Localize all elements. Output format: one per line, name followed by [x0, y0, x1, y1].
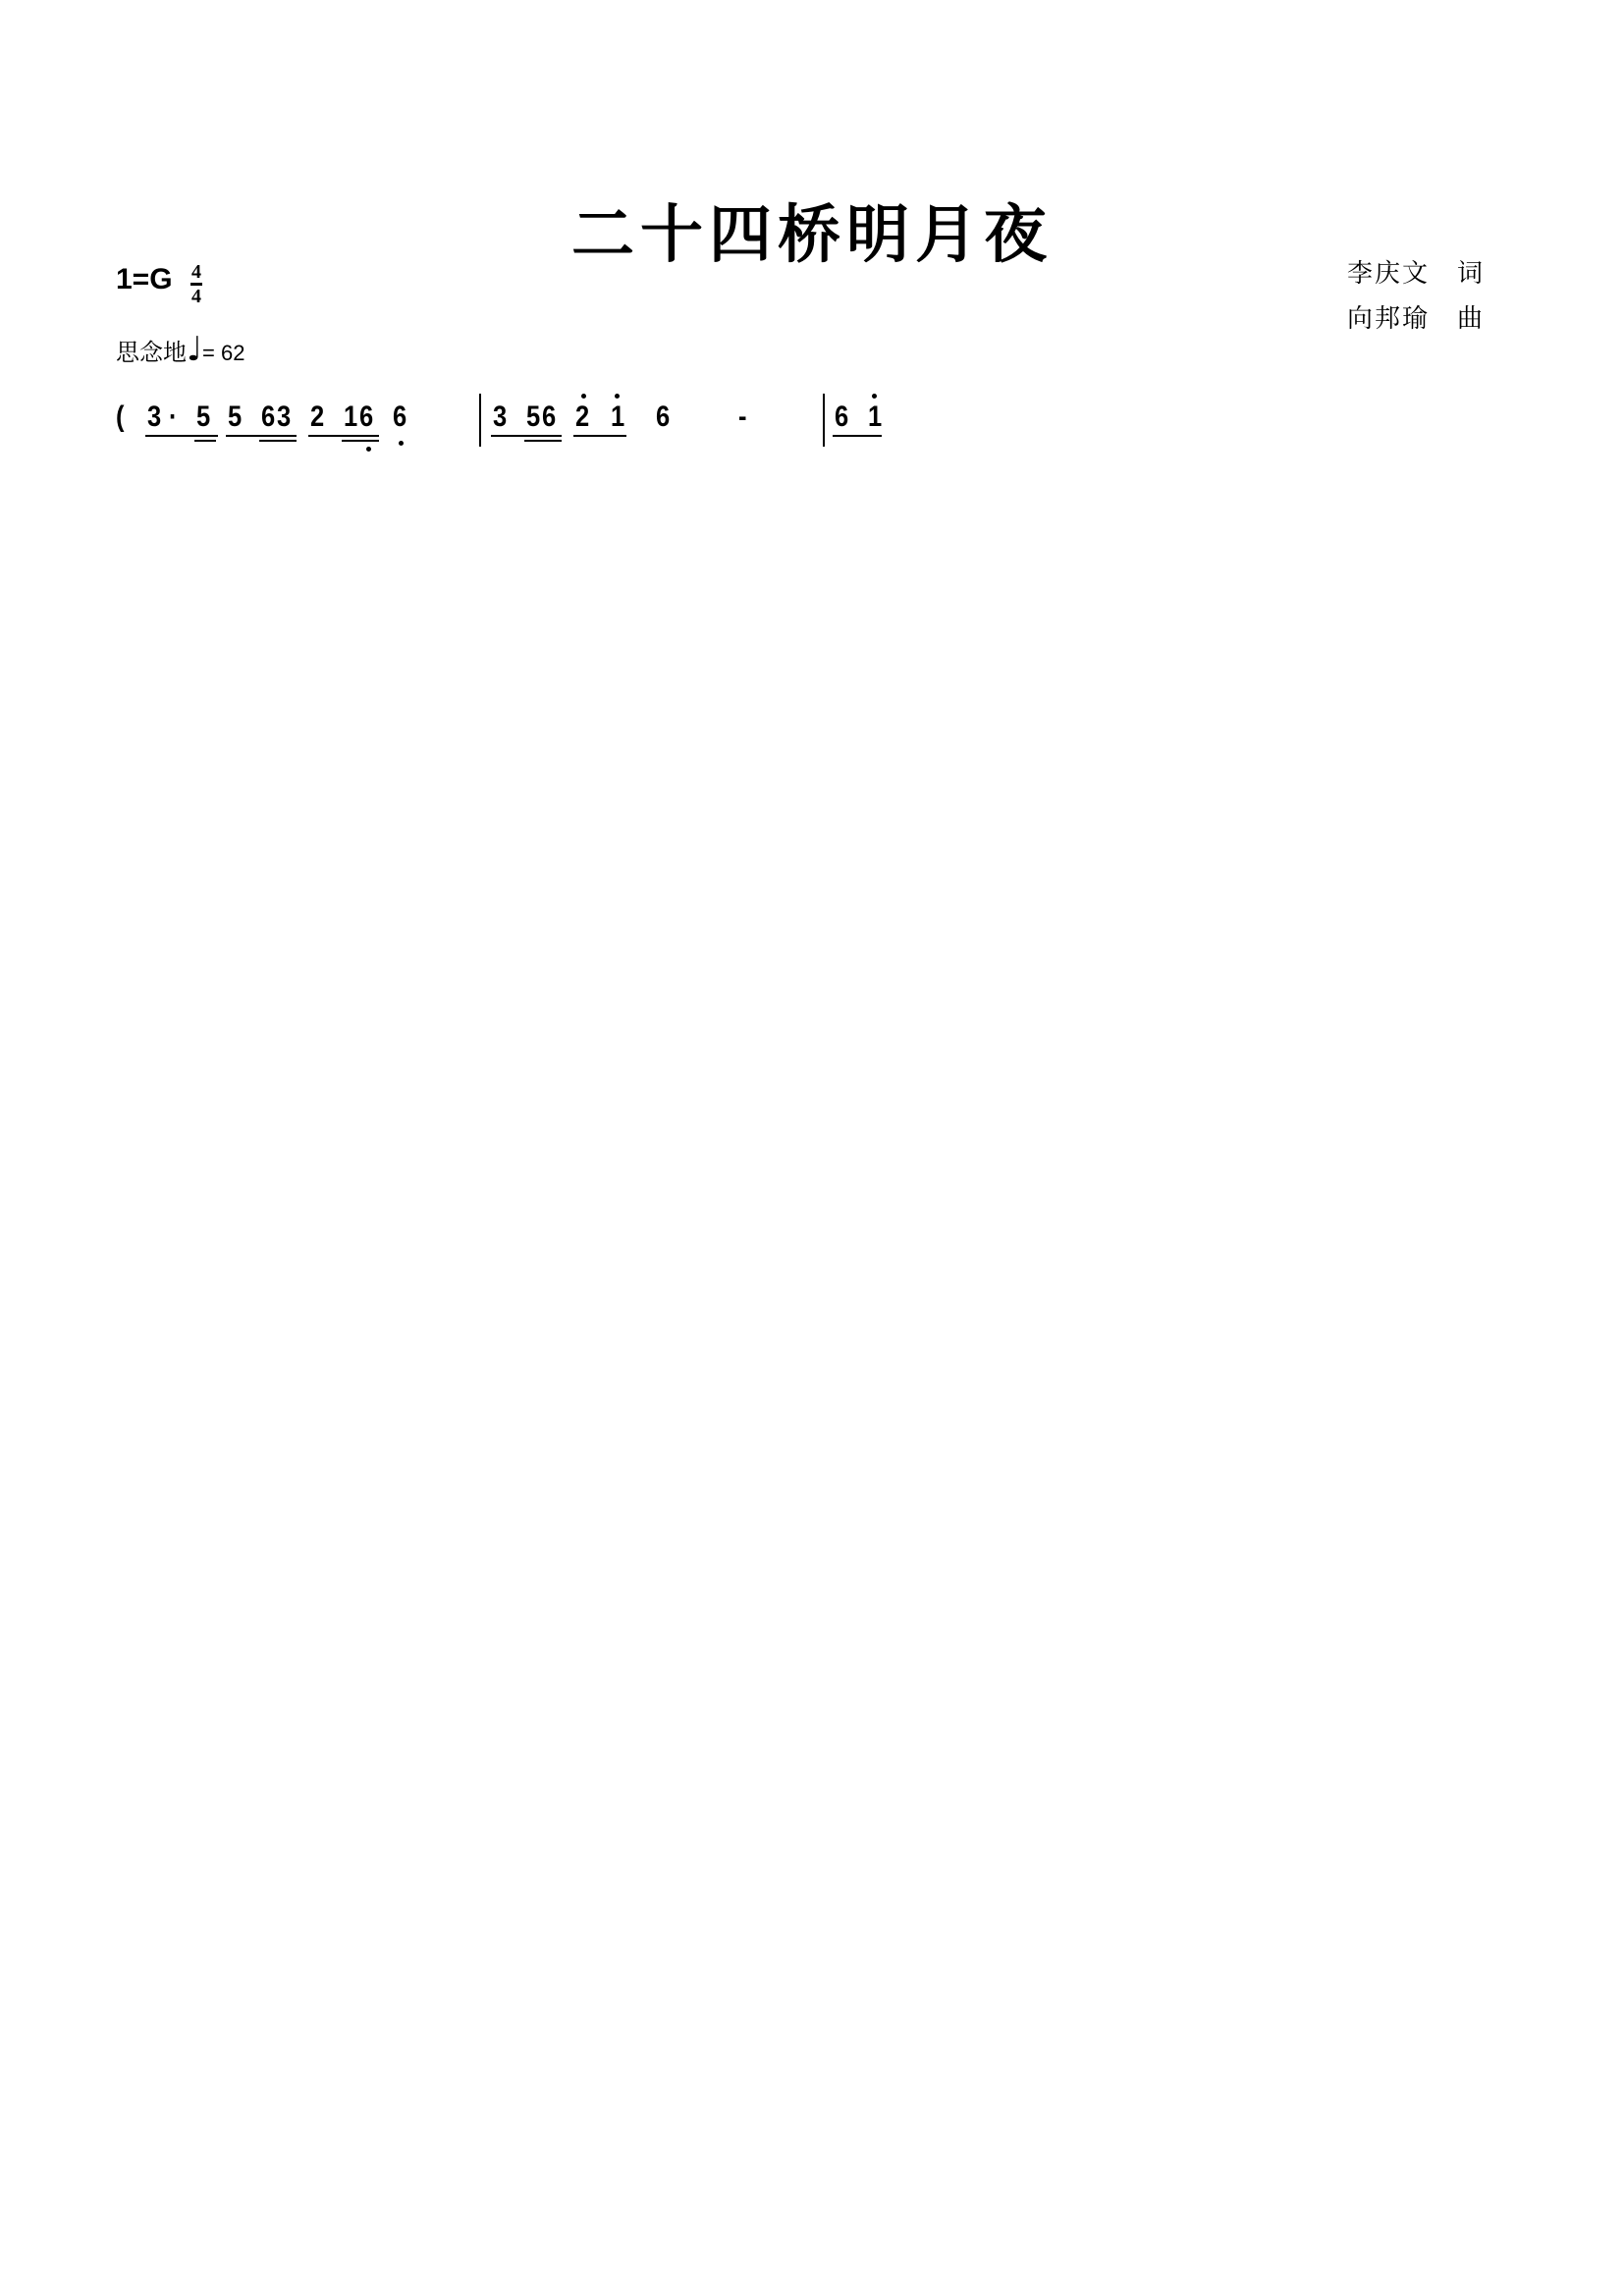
beam: [573, 435, 626, 437]
note: 2: [575, 400, 590, 433]
note: 6: [261, 400, 276, 433]
beam: [226, 435, 297, 437]
key-label: 1=G: [116, 263, 173, 295]
high-octave-dot: [615, 394, 620, 399]
note-dot: ·: [169, 400, 178, 433]
note: 3: [277, 400, 292, 433]
beam: [194, 440, 216, 442]
beam: [491, 435, 562, 437]
quarter-note-icon: ♩: [187, 330, 203, 369]
tempo-value: = 62: [202, 341, 245, 365]
note: 6: [359, 400, 374, 433]
note: 1: [611, 400, 625, 433]
composer-credit: 向邦瑜 曲: [1347, 304, 1486, 334]
barline: [479, 394, 481, 447]
note: 3: [147, 400, 162, 433]
expression-text: 思念地: [116, 339, 187, 366]
tempo-marking: [116, 330, 244, 369]
note: 6: [393, 400, 407, 433]
note: 1: [344, 400, 358, 433]
time-top: 4: [191, 261, 201, 284]
high-octave-dot: [581, 394, 586, 399]
beam: [833, 435, 882, 437]
time-bottom: 4: [191, 286, 201, 308]
high-octave-dot: [872, 394, 877, 399]
note: 5: [228, 400, 243, 433]
note: 6: [835, 400, 849, 433]
barline: [823, 394, 825, 447]
low-octave-dot: [366, 447, 371, 452]
beam: [145, 435, 218, 437]
note: 3: [493, 400, 508, 433]
note: 1: [868, 400, 883, 433]
lyricist-credit: 李庆文 词: [1347, 259, 1486, 289]
low-octave-dot: [399, 441, 404, 446]
dash: -: [738, 400, 747, 433]
note: 6: [656, 400, 671, 433]
beam: [259, 440, 297, 442]
beam: [524, 440, 562, 442]
note: 2: [310, 400, 325, 433]
beam: [308, 435, 379, 437]
note: 5: [526, 400, 541, 433]
paren-open: (: [116, 400, 125, 433]
time-signature: [190, 261, 202, 308]
note: 5: [196, 400, 211, 433]
note: 6: [542, 400, 557, 433]
key-signature: [116, 261, 202, 308]
song-title: 二十四桥明月夜: [571, 198, 1053, 272]
beam: [342, 440, 379, 442]
